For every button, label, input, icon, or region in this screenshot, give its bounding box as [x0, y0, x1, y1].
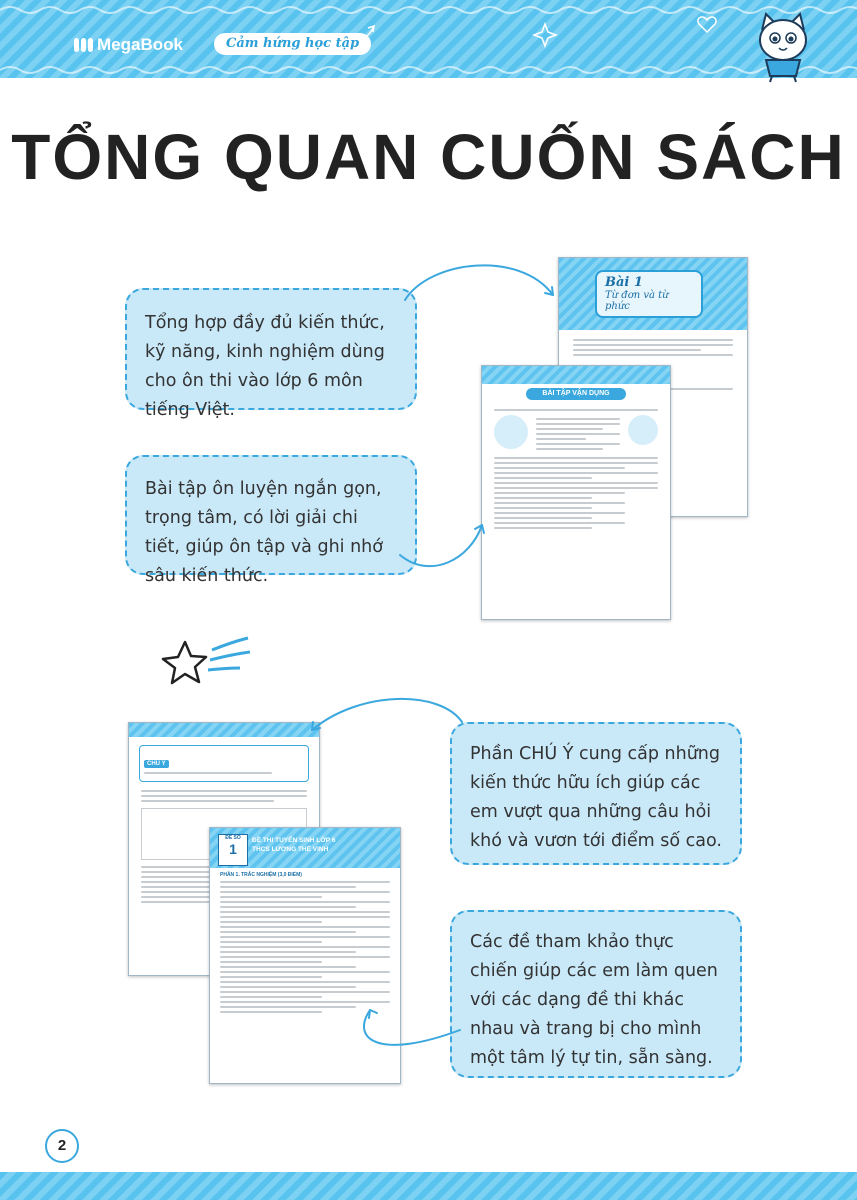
note-title: CHÚ Ý: [144, 760, 169, 768]
brand-name: MegaBook: [97, 35, 183, 54]
info-box-notes: Phần CHÚ Ý cung cấp những kiến thức hữu ích giúp các em vượt qua những câu hỏi khó và vươn tới điểm số cao.: [450, 722, 742, 865]
exam-number-label: ĐỀ SỐ: [225, 835, 241, 841]
footer-band: [0, 1172, 857, 1200]
exercise-title: BÀI TẬP VẬN DỤNG: [526, 388, 626, 400]
slogan-badge: Cảm hứng học tập: [214, 33, 371, 55]
exam-number: 1: [229, 841, 237, 857]
exam-part: PHẦN 1. TRẮC NGHIỆM (3,0 ĐIỂM): [220, 872, 302, 878]
arrow-to-lesson: [405, 265, 553, 300]
info-box-knowledge: Tổng hợp đầy đủ kiến thức, kỹ năng, kinh nghiệm dùng cho ôn thi vào lớp 6 môn tiếng Việt.: [125, 288, 417, 410]
info-box-exercises: Bài tập ôn luyện ngắn gọn, trọng tâm, có lời giải chi tiết, giúp ôn tập và ghi nhớ sâu kiến thức.: [125, 455, 417, 575]
lesson-title: Từ đơn và từ phức: [605, 290, 669, 312]
lesson-label: Bài 1: [605, 275, 643, 290]
exam-title: ĐỀ THI TUYỂN SINH LỚP 6 THCS LƯƠNG THẾ VINH: [252, 837, 336, 853]
shooting-star-icon: [163, 638, 250, 683]
page-number: 2: [45, 1129, 79, 1163]
info-box-exams: Các đề tham khảo thực chiến giúp các em làm quen với các dạng đề thi khác nhau và trang bị cho mình một tâm lý tự tin, sẵn sàng.: [450, 910, 742, 1078]
page-title: TỔNG QUAN CUỐN SÁCH: [11, 121, 846, 193]
